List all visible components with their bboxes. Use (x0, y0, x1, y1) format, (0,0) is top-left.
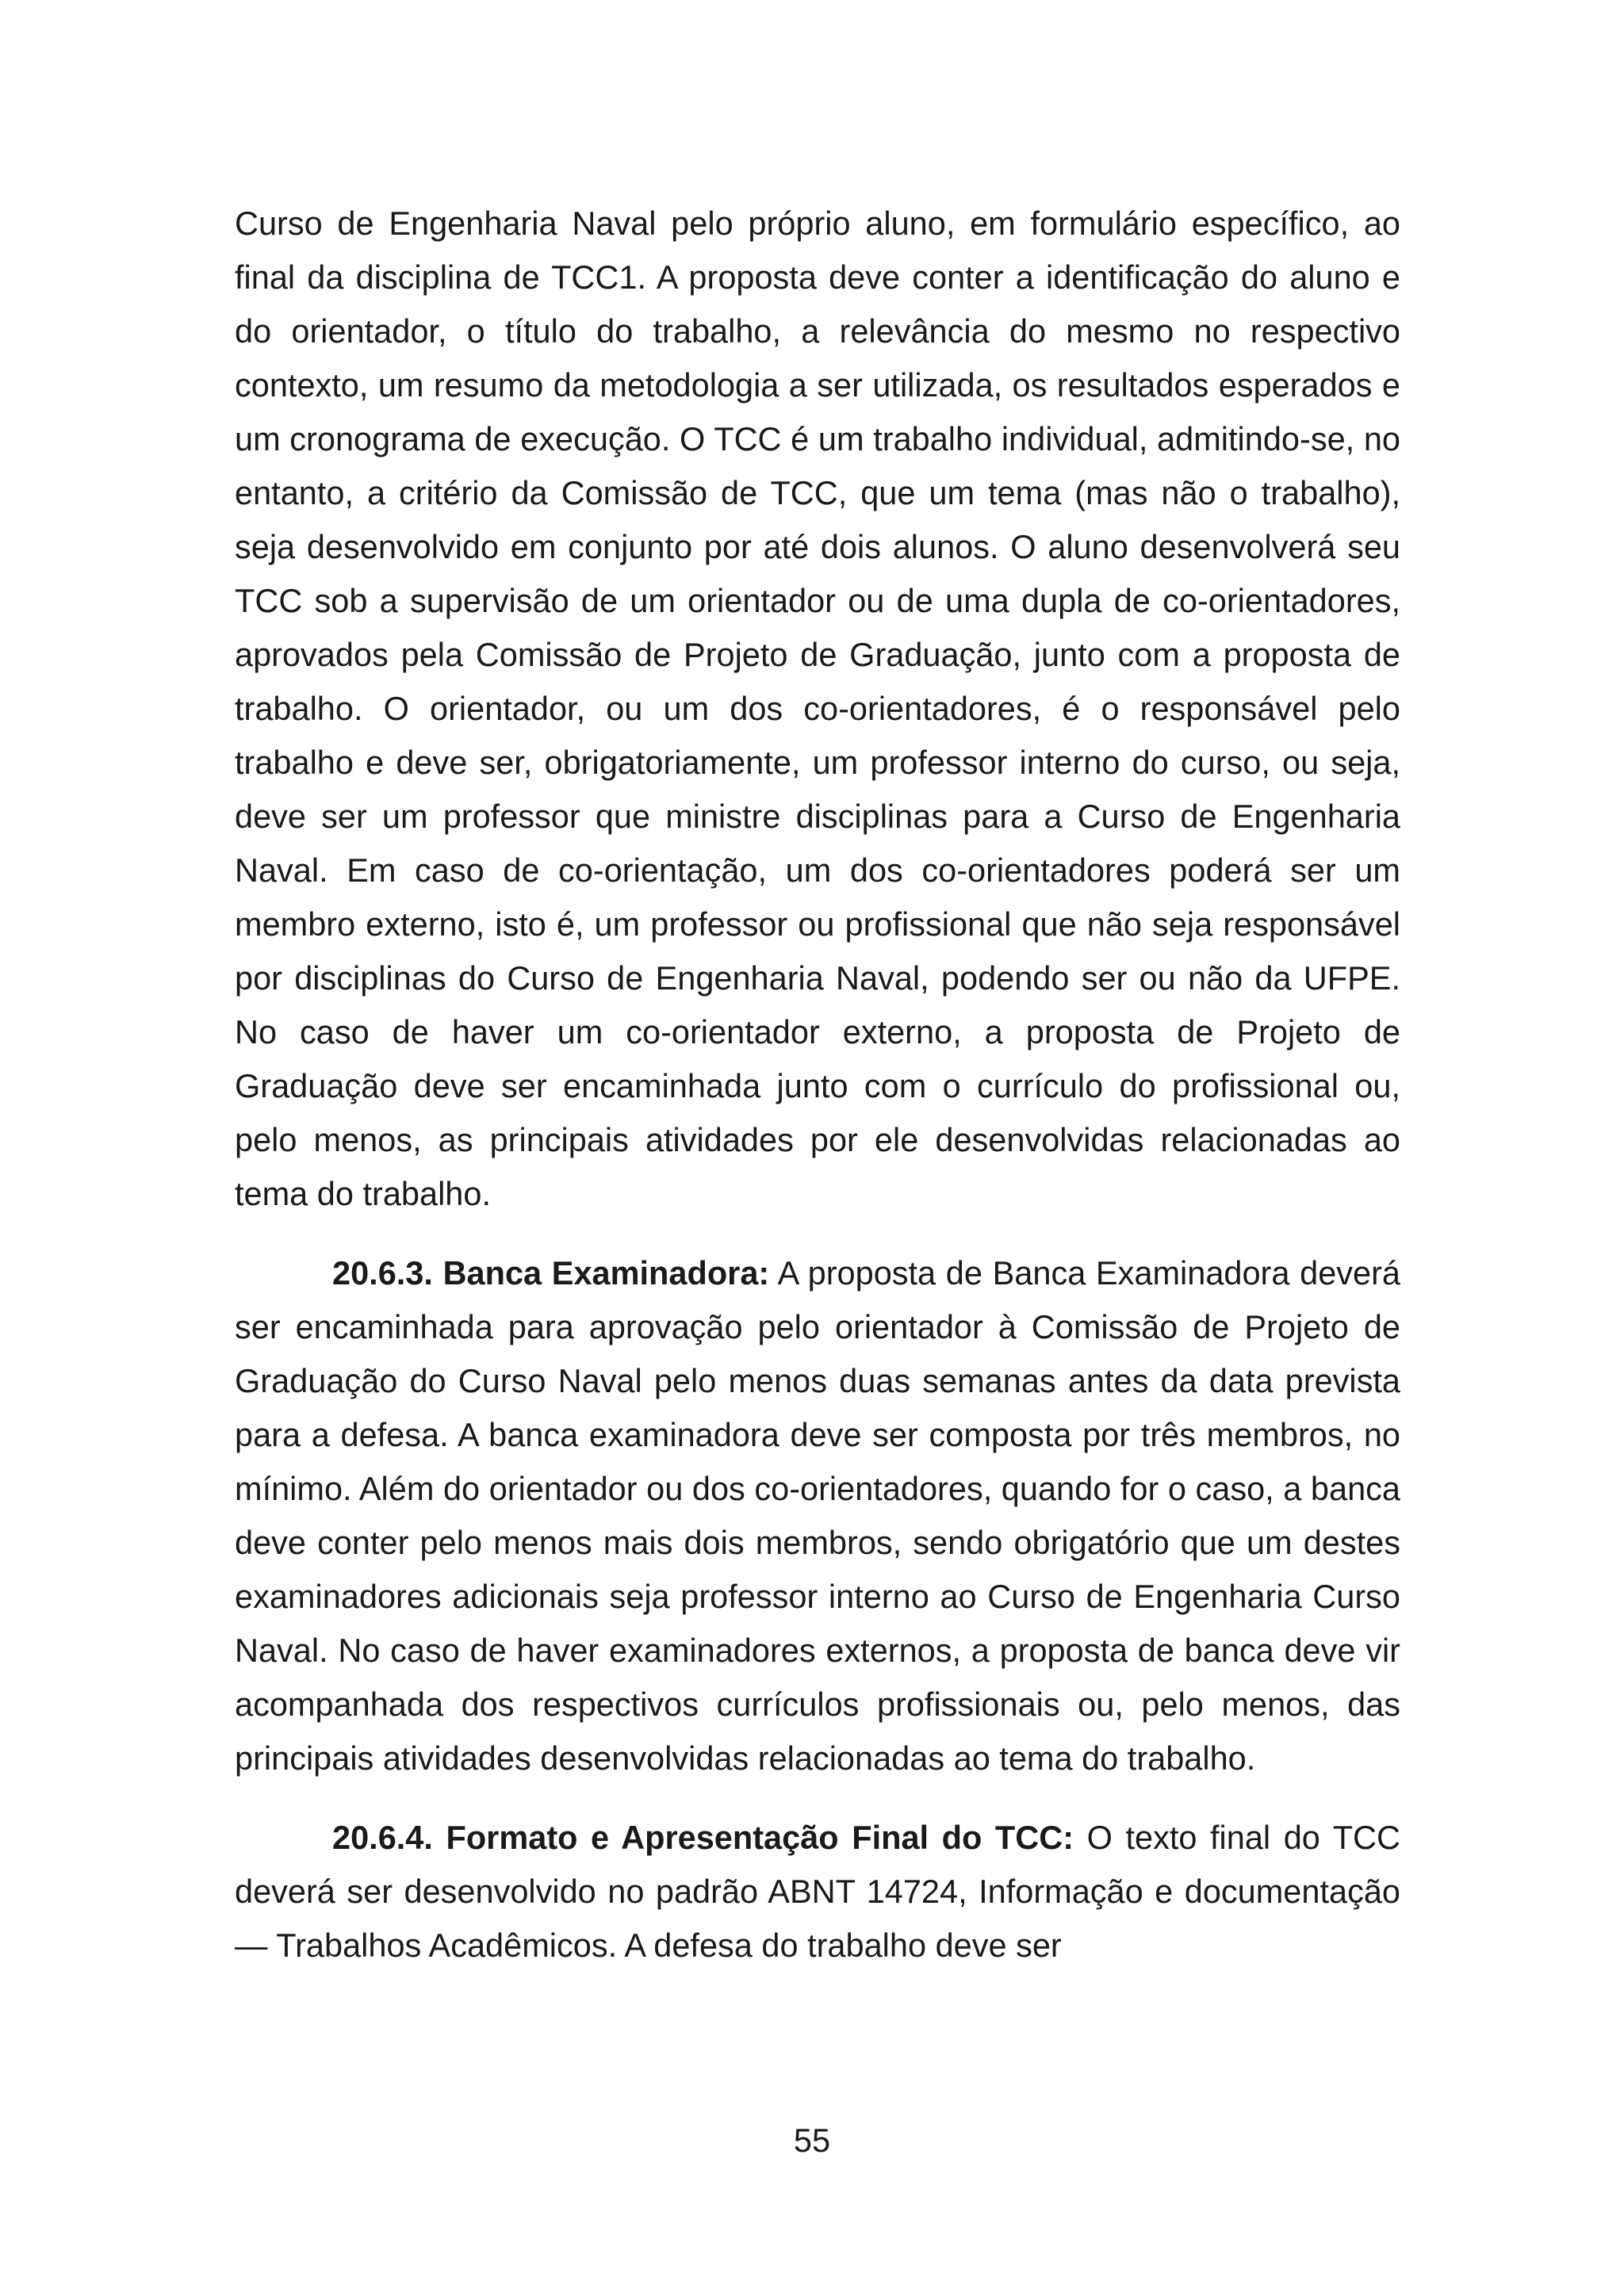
paragraph-text: O texto final do TCC deverá ser desenvolvido no padrão ABNT 14724, Informação e documentação — Trabalhos Acadêmicos. A defesa do trabalho deve ser (235, 1819, 1400, 1964)
paragraph-text: Curso de Engenharia Naval pelo próprio aluno, em formulário específico, ao final da disciplina de TCC1. A proposta deve conter a identificação do aluno e do orientador, o título do trabalho, a relevância do mesmo no respectivo contexto, um resumo da metodologia a ser utilizada, os resultados esperados e um cronograma de execução. O TCC é um trabalho individual, admitindo-se, no entanto, a critério da Comissão de TCC, que um tema (mas não o trabalho), seja desenvolvido em conjunto por até dois alunos. O aluno desenvolverá seu TCC sob a supervisão de um orientador ou de uma dupla de co-orientadores, aprovados pela Comissão de Projeto de Graduação, junto com a proposta de trabalho. O orientador, ou um dos co-orientadores, é o responsável pelo trabalho e deve ser, obrigatoriamente, um professor interno do curso, ou seja, deve ser um professor que ministre disciplinas para a Curso de Engenharia Naval. Em caso de co-orientação, um dos co-orientadores poderá ser um membro externo, isto é, um professor ou profissional que não seja responsável por disciplinas do Curso de Engenharia Naval, podendo ser ou não da UFPE. No caso de haver um co-orientador externo, a proposta de Projeto de Graduação deve ser encaminhada junto com o currículo do profissional ou, pelo menos, as principais atividades por ele desenvolvidas relacionadas ao tema do trabalho. (235, 205, 1400, 1212)
section-heading-20-6-4: 20.6.4. Formato e Apresentação Final do TCC: (332, 1819, 1074, 1856)
paragraph-banca-examinadora (235, 1246, 1400, 1785)
paragraph-formato-apresentacao (235, 1811, 1400, 1973)
page-number: 55 (793, 2122, 831, 2159)
section-heading-20-6-3: 20.6.3. Banca Examinadora: (332, 1254, 770, 1292)
body-text (235, 197, 1400, 1973)
paragraph-proposal-continuation (235, 197, 1400, 1221)
paragraph-text: A proposta de Banca Examinadora deverá ser encaminhada para aprovação pelo orientador à Comissão de Projeto de Graduação do Curso Naval pelo menos duas semanas antes da data prevista para a defesa. A banca examinadora deve ser composta por três membros, no mínimo. Além do orientador ou dos co-orientadores, quando for o caso, a banca deve conter pelo menos mais dois membros, sendo obrigatório que um destes examinadores adicionais seja professor interno ao Curso de Engenharia Curso Naval. No caso de haver examinadores externos, a proposta de banca deve vir acompanhada dos respectivos currículos profissionais ou, pelo menos, das principais atividades desenvolvidas relacionadas ao tema do trabalho. (235, 1254, 1400, 1777)
